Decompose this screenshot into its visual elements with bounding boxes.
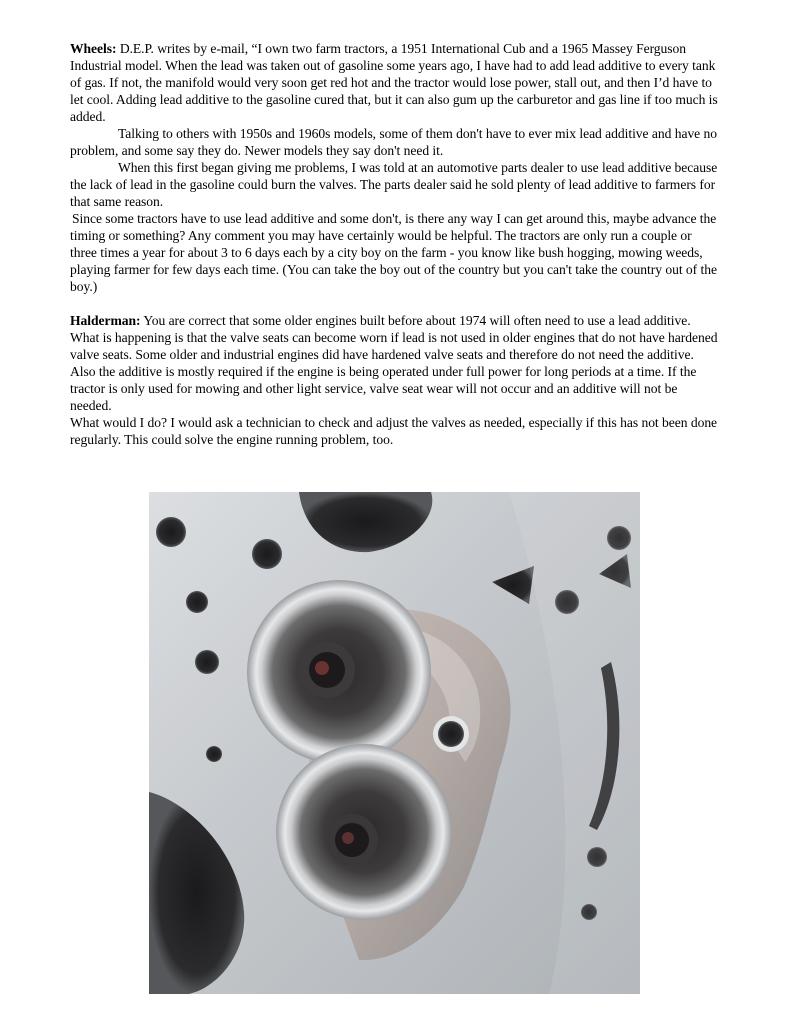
wheels-paragraph — [70, 40, 720, 125]
bolt-hole — [206, 746, 222, 762]
wheels-text-2: Talking to others with 1950s and 1960s models, some of them don't have to ever mix lead additive and have no problem, and some say they do. Newer models they say don't need it. — [70, 126, 718, 158]
halderman-text-2: What would I do? I would ask a technician to check and adjust the valves as needed, especially if this has not been done regularly. This could solve the engine running problem, too. — [70, 415, 718, 447]
cylinder-head-photo — [149, 492, 640, 994]
spark-plug-hole — [438, 721, 464, 747]
speaker-halderman: Halderman: — [70, 313, 141, 328]
bolt-hole — [252, 539, 282, 569]
speaker-wheels: Wheels: — [70, 41, 117, 56]
wheels-text-1: D.E.P. writes by e-mail, “I own two farm tractors, a 1951 International Cub and a 1965 Massey Ferguson Industrial model. When the lead was taken out of gasoline some years ago, I have had to add lead additive to every tank of gas. If not, the manifold would very soon get red hot and the tractor would lose power, stall out, and then I’d have to let cool. Adding lead additive to the gasoline cured that, but it can also gum up the carburetor and gas line if too much is added. — [70, 41, 718, 124]
wheels-text-4: Since some tractors have to use lead additive and some don't, is there any way I can get around this, maybe advance the timing or something? Any comment you may have certainly would be helpful. The tractors are only run a couple or three times a year for about 3 to 6 days each by a city boy on the farm - you know like bush hogging, mowing weeds, playing farmer for few days each time. (You can take the boy out of the country but you can't take the country out of the boy.) — [70, 211, 717, 294]
bolt-hole — [195, 650, 219, 674]
bolt-hole — [186, 591, 208, 613]
halderman-paragraph — [70, 312, 720, 414]
bolt-hole — [156, 517, 186, 547]
halderman-text-1: You are correct that some older engines built before about 1974 will often need to use a lead additive. What is happening is that the valve seats can become worn if lead is not used in older engines that do not have hardened valve seats. Some older and industrial engines did have hardened valve seats and therefore do not need the additive. Also the additive is mostly required if the engine is being operated under full power for long periods at a time. If the tractor is only used for mowing and other light service, valve seat wear will not occur and an additive will not be needed. — [70, 313, 718, 413]
wheels-text-3: When this first began giving me problems, I was told at an automotive parts dealer to use lead additive because the lack of lead in the gasoline could burn the valves. The parts dealer said he sold plenty of lead additive to farmers for that same reason. — [70, 160, 718, 209]
paragraph-gap — [70, 295, 720, 312]
article-body — [70, 40, 720, 448]
